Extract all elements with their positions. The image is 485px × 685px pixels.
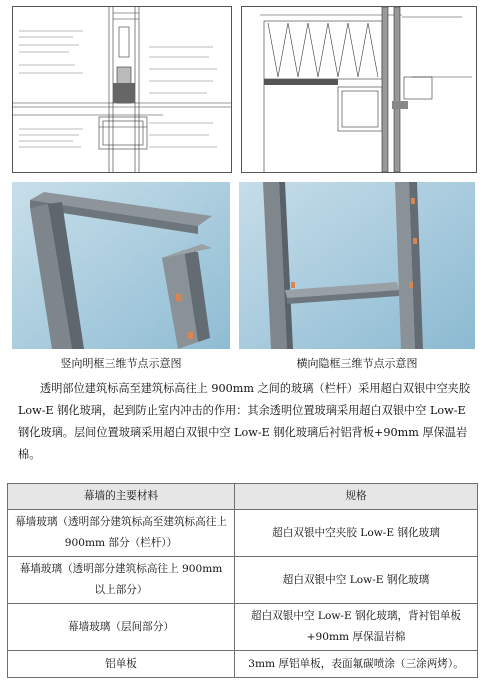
horizontal-frame-3d-svg <box>239 182 475 349</box>
materials-spec-table <box>7 483 478 678</box>
figure-caption-vertical: 竖向明框三维节点示意图 <box>60 357 182 370</box>
spec-cell: 超白双银中空夹胶 Low-E 钢化玻璃 <box>235 510 478 557</box>
vertical-section-svg <box>13 7 231 172</box>
horizontal-section-svg <box>242 7 476 172</box>
material-cell: 幕墙玻璃（层间部分） <box>8 604 235 651</box>
table-row <box>8 510 478 557</box>
header-spec: 规格 <box>235 484 478 510</box>
material-cell: 铝单板 <box>8 651 235 678</box>
table-row <box>8 604 478 651</box>
spec-cell: 3mm 厚铝单板，表面氟碳喷涂（三涂两烤）。 <box>235 651 478 678</box>
header-material: 幕墙的主要材料 <box>8 484 235 510</box>
table-row <box>8 557 478 604</box>
material-cell: 幕墙玻璃（透明部分建筑标高至建筑标高往上 900mm 部分（栏杆）） <box>8 510 235 557</box>
table-row <box>8 651 478 678</box>
horizontal-frame-3d-render <box>239 182 475 349</box>
figure-caption-horizontal: 横向隐框三维节点示意图 <box>296 357 418 370</box>
table-header-row <box>8 484 478 510</box>
vertical-section-drawing <box>12 6 232 173</box>
glass-description-paragraph: 透明部位建筑标高至建筑标高往上 900mm 之间的玻璃（栏杆）采用超白双银中空夹胶 Low-E 钢化玻璃，起到防止室内冲击的作用：其余透明位置玻璃采用超白双银中空 Low-E 钢化玻璃。层间位置玻璃采用超白双银中空 Low-E 钢化玻璃后衬铝背板+90mm 厚保温岩棉。 <box>18 382 471 461</box>
spec-cell: 超白双银中空 Low-E 钢化玻璃，背衬铝单板 +90mm 厚保温岩棉 <box>235 604 478 651</box>
vertical-frame-3d-render <box>12 182 230 349</box>
material-cell: 幕墙玻璃（透明部分建筑标高往上 900mm 以上部分） <box>8 557 235 604</box>
vertical-frame-3d-svg <box>12 182 230 349</box>
spec-cell: 超白双银中空 Low-E 钢化玻璃 <box>235 557 478 604</box>
horizontal-section-drawing <box>241 6 477 173</box>
